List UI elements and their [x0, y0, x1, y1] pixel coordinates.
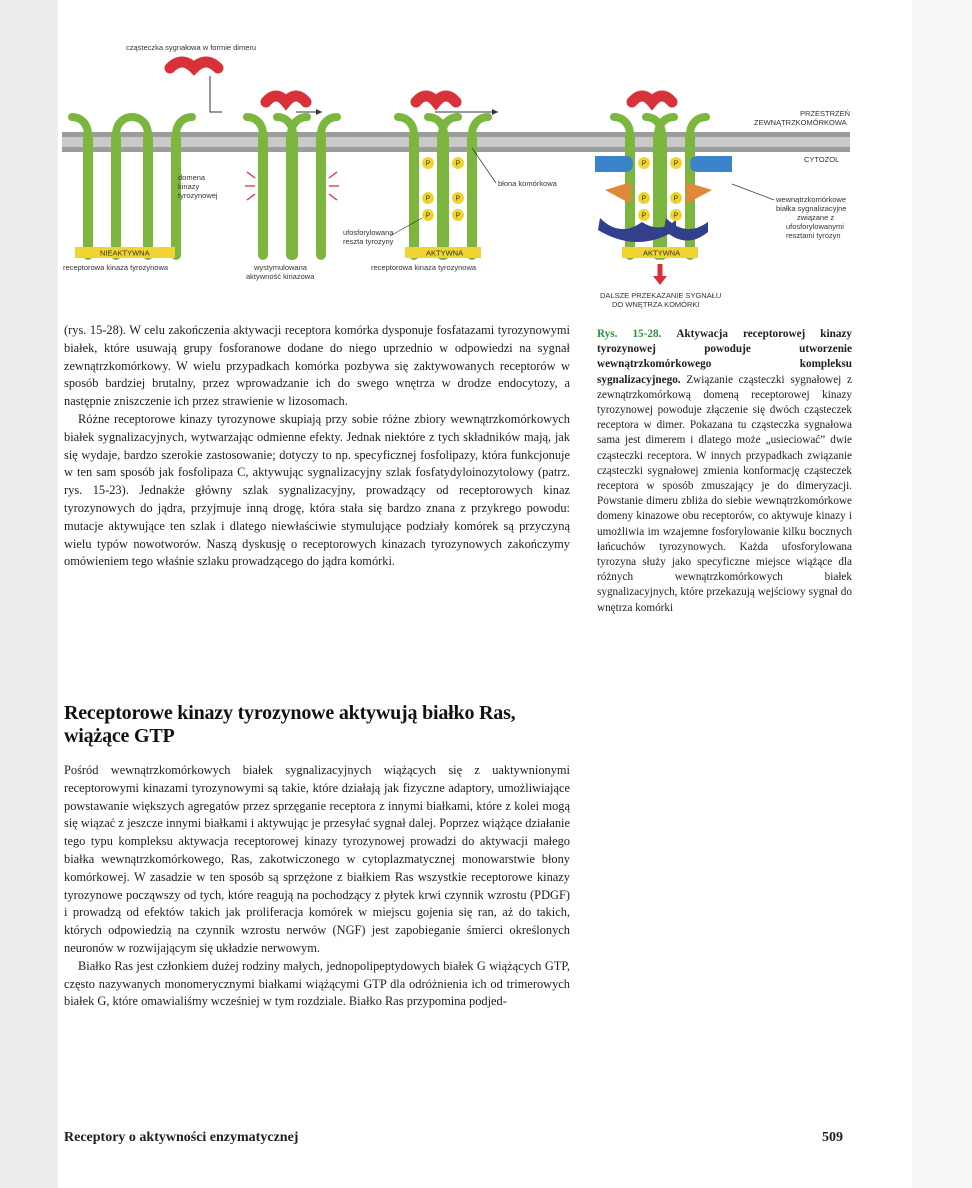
paragraph: (rys. 15-28). W celu zakończenia aktywacji receptora komórka dysponuje fosfatazami tyrozynowymi białek, które usuwają grupy fosforanowe dodane do niego uprzednio w odpowiedzi na sygnał zewnątrzkomórkowy. W wielu przypadkach komórka pozbywa się zaktywowanych receptorów w sposób bardziej brutalny, przez wprowadzanie ich do swego wnętrza w drodze endocytozy, a następnie zniszczenie ich przez strawienie w lizosomach. — [64, 323, 570, 409]
label-dimer-ligand: cząsteczka sygnałowa w formie dimeru — [126, 43, 257, 52]
paragraph: Różne receptorowe kinazy tyrozynowe skupiają przy sobie różne zbiory wewnątrzkomórkowych białek sygnalizacyjnych, wytwarzając odmienne efekty. Jednak niektóre z tych składników mają, jak się wydaje, bardzo szerokie zastosowanie; dotyczy to np. specyficznej fosfolipazy, która funkcjonuje w ten sam sposób jak fosfolipaza C, aktywując sygnalizacyjny szlak fosfatydyloinozytolowy (patrz. rys. 15-23). Jednakże główny szlak sygnalizacyjny, prowadzący od receptorowych kinaz tyrozynowych do jądra, przyjmuje inną drogę, która stała się bardzo znana z przykrego powodu: mutacje aktywujące ten szlak i dlatego niewłaściwie stymulujące podziały komórek są przyczyną wielu typów nowotworów. Naszą dyskusję o receptorowych kinazach tyrozynowych zakończymy omówieniem tego właśnie szlaku prowadzącego do jądra komórki. — [64, 411, 570, 569]
svg-text:ZEWNĄTRZKOMÓRKOWA: ZEWNĄTRZKOMÓRKOWA — [754, 118, 847, 127]
svg-text:P: P — [641, 160, 647, 168]
label-kinase-domain-1: domena — [178, 173, 206, 182]
svg-text:białka sygnalizacyjne: białka sygnalizacyjne — [776, 204, 847, 213]
svg-text:aktywność kinazowa: aktywność kinazowa — [246, 272, 315, 281]
page-left-shadow — [0, 0, 58, 1188]
svg-text:P: P — [673, 195, 679, 203]
label-phospho-residue: ufosforylowana — [343, 228, 394, 237]
svg-text:reszta tyrozyny: reszta tyrozyny — [343, 237, 394, 246]
label-membrane: błona komórkowa — [498, 179, 557, 188]
svg-text:resztami tyrozyn: resztami tyrozyn — [786, 231, 841, 240]
section-heading: Receptorowe kinazy tyrozynowe aktywują białko Ras, wiążące GTP — [64, 702, 516, 747]
main-text-column — [64, 322, 570, 571]
svg-text:P: P — [455, 212, 461, 220]
svg-text:P: P — [673, 160, 679, 168]
svg-text:P: P — [455, 195, 461, 203]
label-receptor-2: receptorowa kinaza tyrozynowa — [371, 263, 477, 272]
svg-text:AKTYWNA: AKTYWNA — [426, 248, 464, 258]
svg-text:P: P — [425, 212, 431, 220]
caption-number: Rys. 15-28. — [597, 328, 662, 340]
svg-text:P: P — [641, 195, 647, 203]
svg-text:P: P — [425, 195, 431, 203]
page-right-shadow — [912, 0, 972, 1188]
receptor-dimer-active — [398, 96, 488, 255]
receptor-dimer-stimulated — [245, 96, 339, 255]
paragraph: Pośród wewnątrzkomórkowych białek sygnalizacyjnych wiążących się z uaktywnionymi receptorowymi kinazami tyrozynowymi są takie, które działają jak fizyczne adaptory, umożliwiające powstawanie większych agregatów przez sprzęganie receptora z innymi białkami, które z kolei mogą się wiązać z jeszcze innymi białkami i aktywując je przesyłać sygnał dalej. Poprzez wiążące działanie tego typu kompleksu aktywacja receptorowej kinazy tyrozynowej prowadzi do aktywacji małego białka wewnątrzkomórkowego, Ras, zakotwiczonego w cytoplazmatycznej monowarstwie błony komórkowej. W zasadzie w ten sposób są sprzężone z białkiem Ras wszystkie receptorowe kinazy tyrozynowe począwszy od tych, które reagują na pochodzący z płytek krwi czynnik wzrostu (PDGF) i prowadzą od efektów takich jak proliferacja komórek w miejscu gojenia się ran, aż do takich, których odpowiedzią na czynnik wzrostu nerwów (NGF) jest zapobieganie śmierci określonych neuronów w rozwijającym się układzie nerwowym. — [64, 763, 570, 955]
label-downstream: DALSZE PRZEKAZANIE SYGNAŁU — [600, 291, 722, 300]
svg-text:P: P — [641, 212, 647, 220]
svg-text:AKTYWNA: AKTYWNA — [643, 248, 681, 258]
label-stimulated: wystymulowana — [254, 263, 307, 272]
svg-text:ufosforylowanymi: ufosforylowanymi — [786, 222, 844, 231]
svg-text:P: P — [455, 160, 461, 168]
svg-text:NIEAKTYWNA: NIEAKTYWNA — [100, 248, 150, 258]
label-extracellular: PRZESTRZEŃ — [800, 109, 851, 118]
caption-title: Aktywacja receptorowej kinazy tyrozynowej powoduje utworzenie wewnątrzkomórkowego kompleksu sygnalizacyjnego. — [597, 328, 852, 386]
svg-text:DO WNĘTRZA KOMÓRKI: DO WNĘTRZA KOMÓRKI — [612, 300, 700, 309]
caption-body: Związanie cząsteczki sygnałowej z zewnątrzkomórkową domeną receptorowej kinazy tyrozynowej powoduje złączenie się dwóch cząsteczek receptora w dimer. Pokazana tu cząsteczka sygnałowa sama jest dimerem i dlatego może „usieciować” dwie cząsteczki receptora. W innych przypadkach związanie cząsteczki sygnałowej zmienia konformację cząsteczek receptora w sposób zmuszający je do dimeryzacji. Powstanie dimeru zbliża do siebie wewnątrzkomórkowe domeny kinazowe obu receptorów, co aktywuje kinazy i umożliwia im wzajemne fosforylowanie kilku bocznych łańcuchów tyrozynowych. Każda ufosforylowana tyrozyna służy jako specyficzne miejsce wiążące dla różnych wewnątrzkomórkowych białek sygnalizacyjnych, które przekazują wejściowy sygnał do wnętrza komórki — [597, 373, 852, 614]
paragraph: Białko Ras jest członkiem dużej rodziny małych, jednopolipeptydowych białek G wiążących GTP, często nazywanych monomerycznymi białkami wiążącymi GTP dla odróżnienia ich od trimerowych białek G, które omawialiśmy wcześniej w tym rozdziale. Białko Ras przypomina podjed- — [64, 958, 570, 1009]
svg-text:P: P — [425, 160, 431, 168]
running-footer: Receptory o aktywności enzymatycznej — [64, 1130, 299, 1145]
figure-caption — [597, 327, 852, 616]
page-number: 509 — [822, 1130, 843, 1145]
label-cytosol: CYTOZOL — [804, 155, 840, 164]
svg-text:P: P — [673, 212, 679, 220]
figure-15-28 — [60, 40, 860, 315]
section-text-column — [64, 762, 570, 1011]
svg-text:kinazy: kinazy — [178, 182, 200, 191]
svg-text:związane z: związane z — [797, 213, 835, 222]
label-receptor-1: receptorowa kinaza tyrozynowa — [63, 263, 169, 272]
label-signaling-proteins: wewnątrzkomórkowe — [776, 195, 847, 204]
receptor-dimer-with-signaling-proteins — [595, 96, 732, 255]
signal-dimer-ligand — [170, 62, 218, 68]
svg-text:tyrozynowej: tyrozynowej — [178, 191, 218, 200]
